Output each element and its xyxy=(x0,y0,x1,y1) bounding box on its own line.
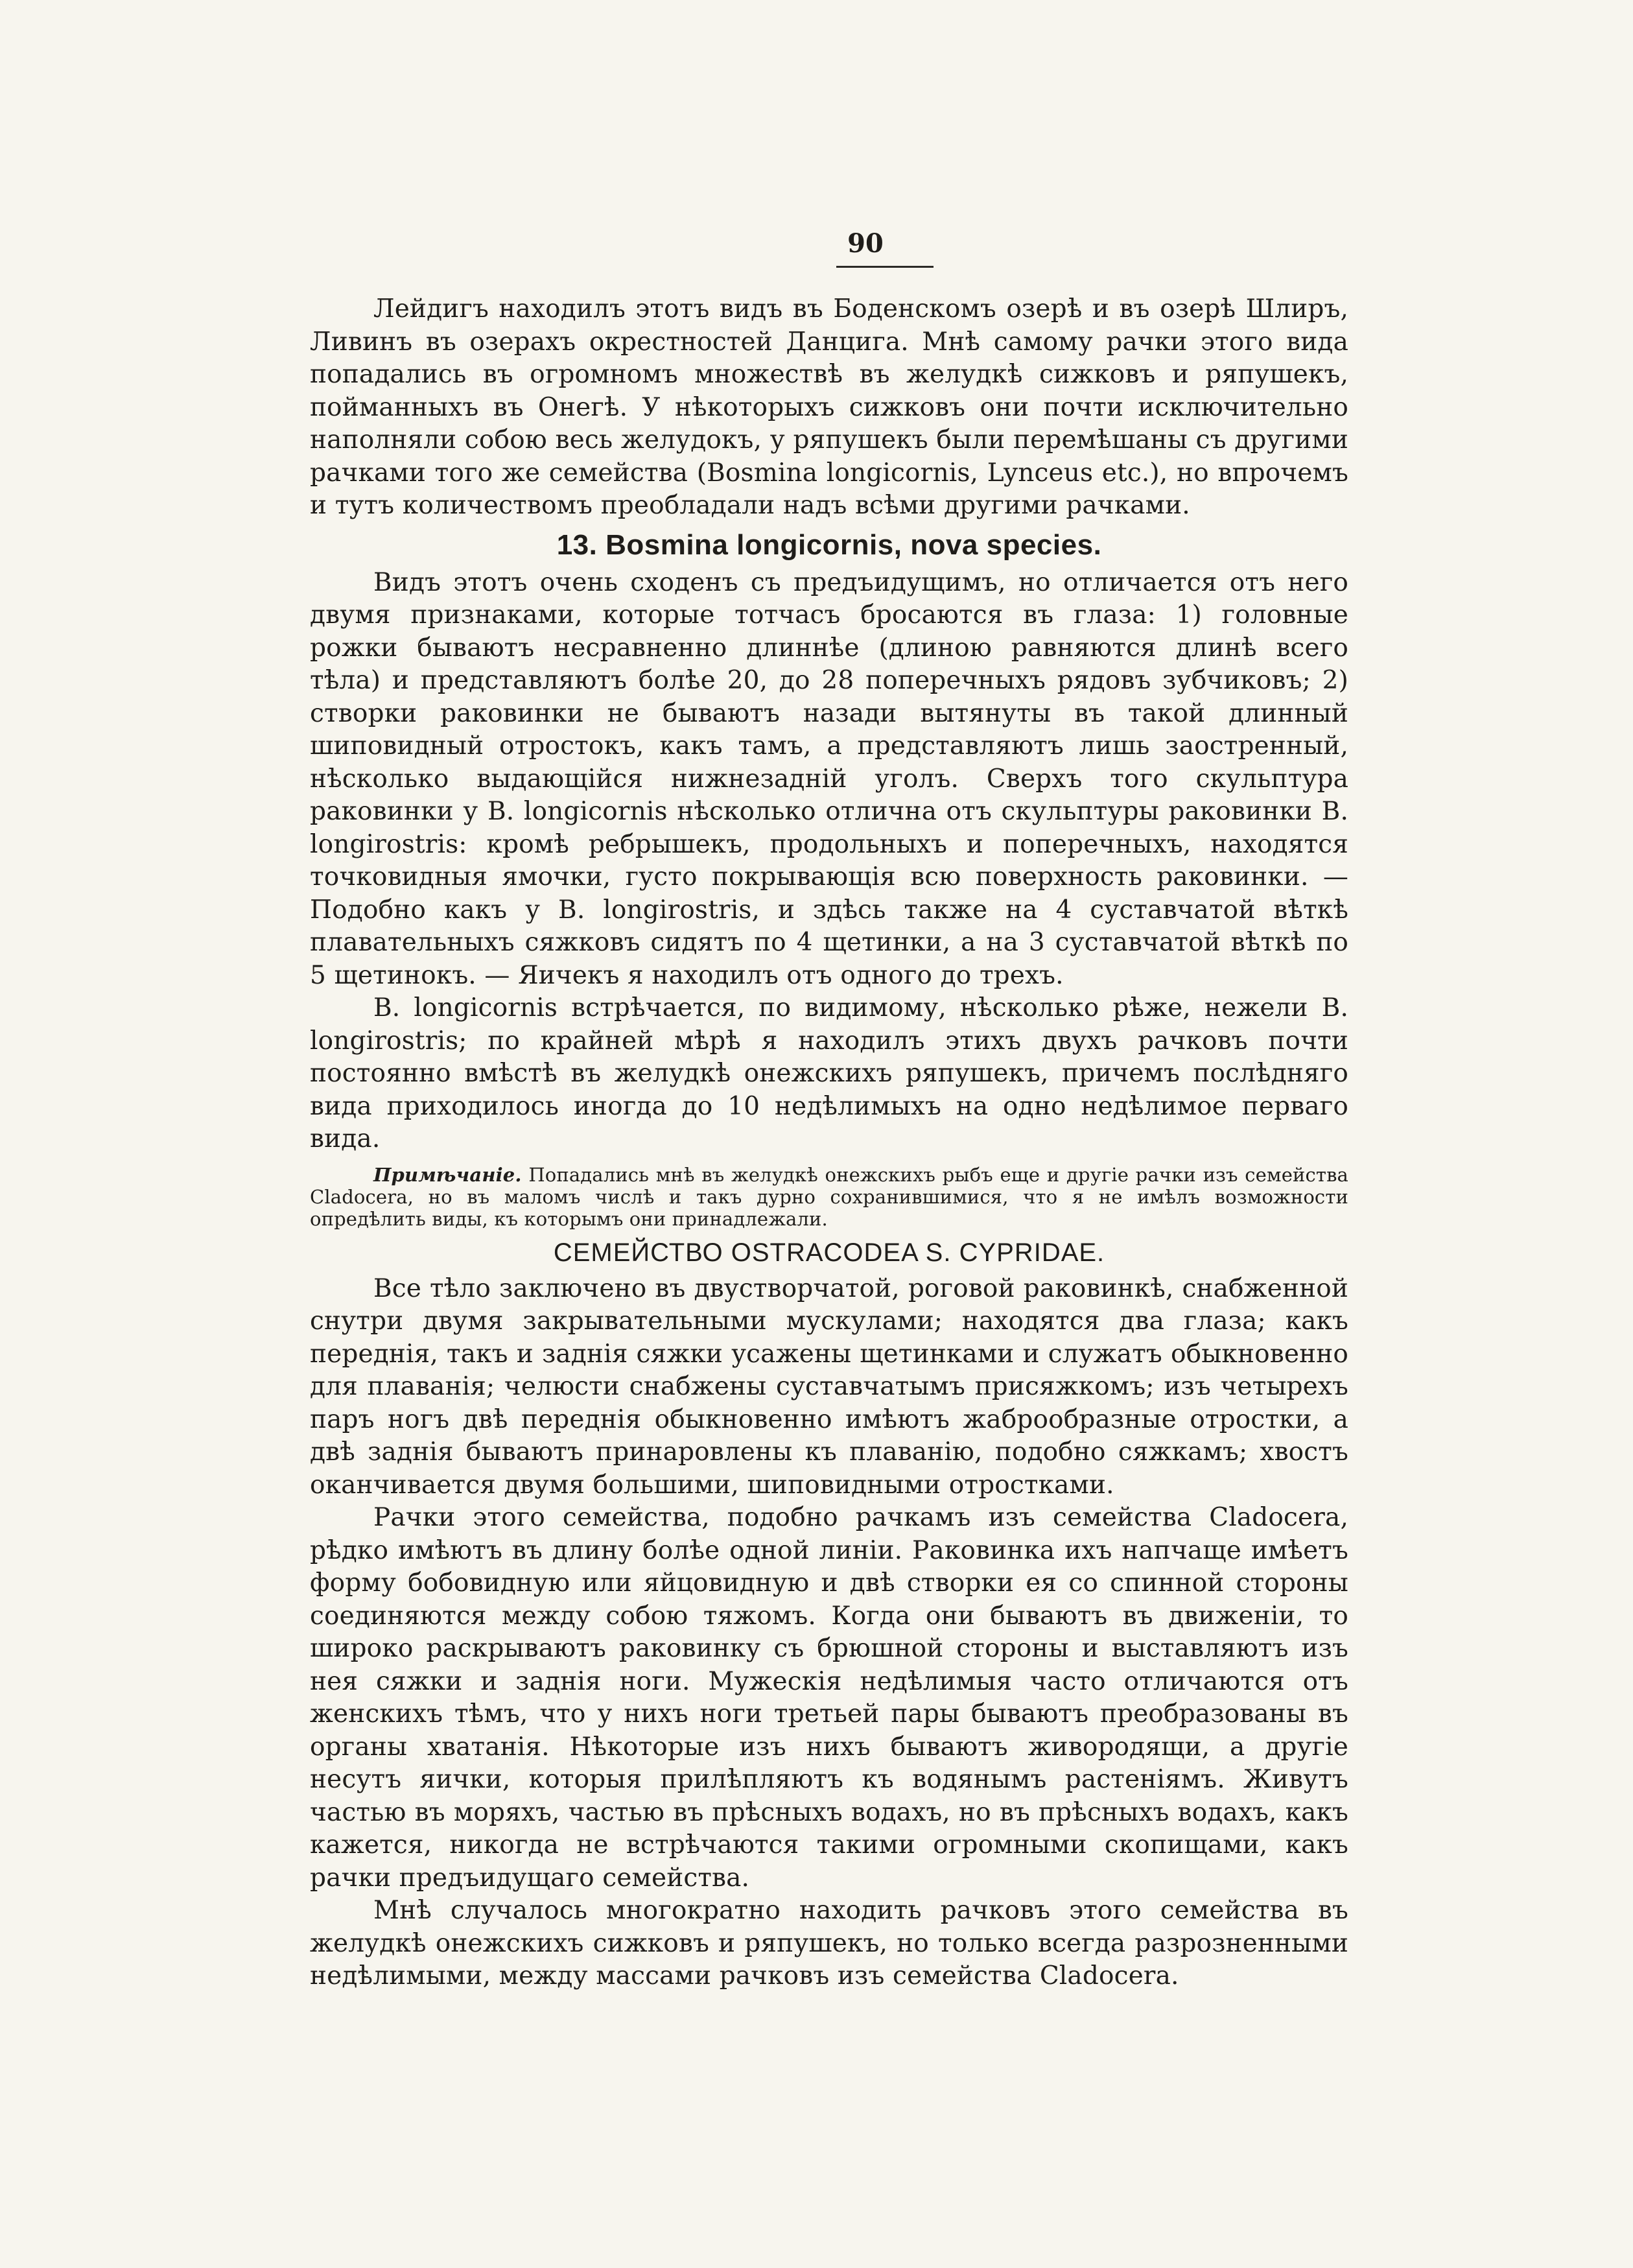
paragraph-species-occurrence: B. longicornis встрѣчается, по видимому, нѣсколько рѣже, нежели B. longirostris; по крайней мѣрѣ я находилъ этихъ двухъ рачковъ почти постоянно вмѣстѣ въ желудкѣ онежскихъ ряпушекъ, причемъ послѣдняго вида приходилось иногда до 10 недѣлимыхъ на одно недѣлимое перваго вида. xyxy=(310,993,1348,1153)
section-title-ostracodea: СЕМЕЙСТВО OSTRACODEA S. CYPRIDAE. xyxy=(553,1238,1105,1267)
paragraph-species-description: Видъ этотъ очень сходенъ съ предъидущимъ, но отличается отъ него двумя признаками, которые тотчасъ бросаются въ глаза: 1) головные рожки бываютъ несравненно длиннѣе (длиною равняются длинѣ всего тѣла) и представляютъ болѣе 20, до 28 поперечныхъ рядовъ зубчиковъ; 2) створки раковинки не бываютъ назади вытянуты въ такой длинный шиповидный отростокъ, какъ тамъ, а представляютъ лишь заостренный, нѣсколько выдающійся нижнезадній уголъ. Сверхъ того скульптура раковинки у B. longicornis нѣсколько отлична отъ скульптуры раковинки B. longirostris: кромѣ ребрышекъ, продольныхъ и поперечныхъ, находятся точковидныя ямочки, густо покрывающія всю поверхность раковинки. — Подобно какъ у B. longirostris, и здѣсь также на 4 суставчатой вѣткѣ плавательныхъ сяжковъ сидятъ по 4 щетинки, а на 3 суставчатой вѣткѣ по 5 щетинокъ. — Яичекъ я находилъ отъ одного до трехъ. xyxy=(310,567,1348,990)
page-number: 90 xyxy=(847,228,884,259)
footnote-text: Попадались мнѣ въ желудкѣ онежскихъ рыбъ еще и другіе рачки изъ семейства Cladocera, но въ маломъ числѣ и такъ дурно сохранившимися, что я не имѣлъ возможности опредѣлить виды, къ которымъ они принадлежали. xyxy=(310,1163,1348,1230)
paragraph-leydig: Лейдигъ находилъ этотъ видъ въ Боденскомъ озерѣ и въ озерѣ Шлиръ, Ливинъ въ озерахъ окрестностей Данцига. Мнѣ самому рачки этого вида попадались въ огромномъ множествѣ въ желудкѣ сижковъ и ряпушекъ, пойманныхъ въ Онегѣ. У нѣкоторыхъ сижковъ они почти исключительно наполняли собою весь желудокъ, у ряпушекъ были перемѣшаны съ другими рачками того же семейства (Bosmina longicornis, Lynceus etc.), но впрочемъ и тутъ количествомъ преобладали надъ всѣми другими рачками. xyxy=(310,294,1348,520)
paragraph-family-size: Рачки этого семейства, подобно рачкамъ изъ семейства Cladocera, рѣдко имѣютъ въ длину болѣе одной линіи. Раковинка ихъ напчаще имѣетъ форму бобовидную или яйцовидную и двѣ створки ея со спинной стороны соединяются между собою тяжомъ. Когда они бываютъ въ движеніи, то широко раскрываютъ раковинку съ брюшной стороны и выставляютъ изъ нея сяжки и заднія ноги. Мужескія недѣлимыя часто отличаются отъ женскихъ тѣмъ, что у нихъ ноги третьей пары бываютъ преобразованы въ органы хватанія. Нѣкоторые изъ нихъ бываютъ живородящи, а другіе несутъ яички, которыя прилѣпляютъ къ водянымъ растеніямъ. Живутъ частью въ моряхъ, частью въ прѣсныхъ водахъ, но въ прѣсныхъ водахъ, какъ кажется, никогда не встрѣчаются такими огромными скопищами, какъ рачки предъидущаго семейства. xyxy=(310,1503,1348,1893)
page-number-rule xyxy=(836,266,934,268)
paragraph-family-findings: Мнѣ случалось многократно находить рачковъ этого семейства въ желудкѣ онежскихъ сижковъ и ряпушекъ, но только всегда разрозненными недѣлимыми, между массами рачковъ изъ семейства Cladocera. xyxy=(310,1896,1348,1990)
footnote-label: Примѣчаніе. xyxy=(373,1163,522,1186)
section-title-bosmina-longicornis: 13. Bosmina longicornis, nova species. xyxy=(556,528,1102,561)
text-column xyxy=(310,293,1348,1993)
paragraph-family-body: Все тѣло заключено въ двустворчатой, роговой раковинкѣ, снабженной снутри двумя закрывательными мускулами; находятся два глаза; какъ переднія, такъ и заднія сяжки усажены щетинками и служатъ обыкновенно для плаванія; челюсти снабжены суставчатымъ присяжкомъ; изъ четырехъ паръ ногъ двѣ переднія обыкновенно имѣютъ жаброобразные отростки, а двѣ заднія бываютъ принаровлены къ плаванію, подобно сяжкамъ; хвостъ оканчивается двумя большими, шиповидными отростками. xyxy=(310,1273,1348,1500)
footnote-remark xyxy=(310,1164,1348,1230)
